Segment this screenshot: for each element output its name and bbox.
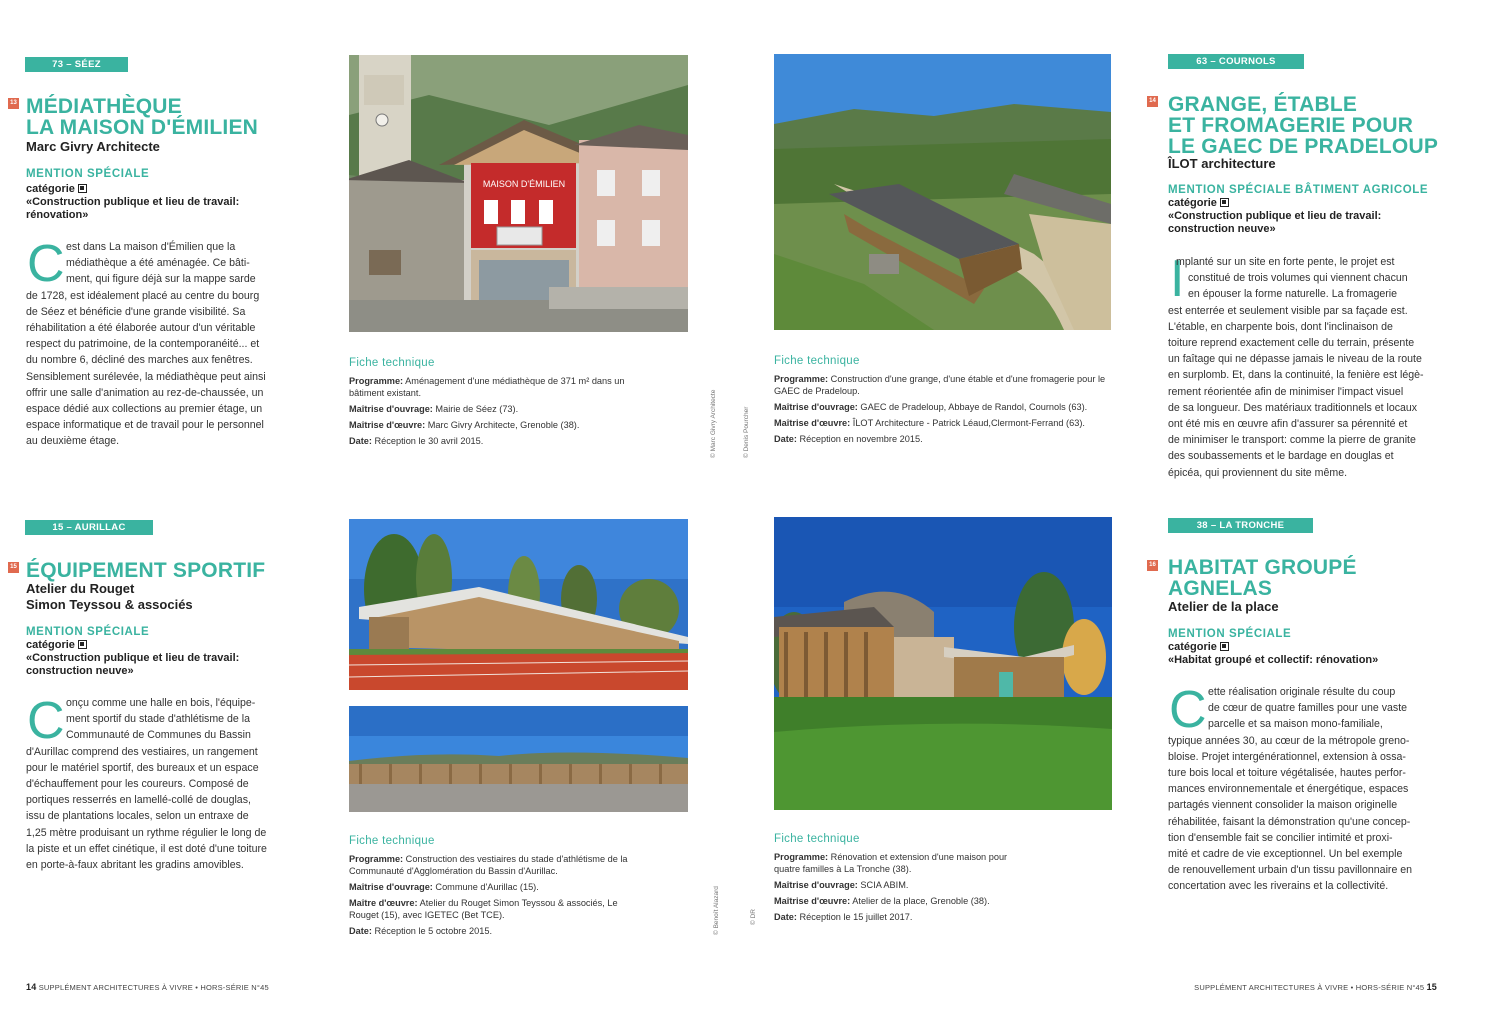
- photo-credit: © DR: [750, 909, 757, 925]
- project-number-badge: 16: [1147, 560, 1158, 571]
- architect-name: Atelier du Rouget Simon Teyssou & associés: [26, 581, 193, 612]
- category-icon: [1220, 198, 1229, 207]
- location-tag: 63 – COURNOLS: [1168, 54, 1304, 69]
- category-icon: [78, 184, 87, 193]
- photo-credit: © Marc Givry Architecte: [710, 389, 717, 458]
- drop-cap: I: [1170, 250, 1185, 308]
- body-text: est dans La maison d'Émilien que la médiathèque a été aménagée. Ce bâti- ment, qui figure déjà sur la mappe sarde de 1728, est idéalement placé au centre du bourg de Séez et bénéficie d'une grande visibilité. Sa réhabilitation a été élaborée autour d'un véritable respect du patrimoine, de la contemporanéité... et du nombre 6, décliné des marches aux fenêtres. Sensiblement surélevée, la médiathèque peut ainsi offrir une salle d'animation au rez-de-chaussée, un espace dédié aux collections au premier étage, un espace informatique et de travail pour le personnel au deuxième étage.: [26, 241, 266, 448]
- category-icon: [1220, 642, 1229, 651]
- category-icon: [78, 640, 87, 649]
- category-block: catégorie «Construction publique et lieu de travail: rénovation»: [26, 183, 240, 221]
- project-number-badge: 14: [1147, 96, 1158, 107]
- photo-credit: © Denis Pourcher: [743, 406, 750, 458]
- footer-right-text: SUPPLÉMENT ARCHITECTURES À VIVRE • HORS-SÉRIE N°45: [1194, 983, 1425, 992]
- fiche-title: Fiche technique: [774, 833, 860, 845]
- fiche-details: Programme: Construction d'une grange, d'une étable et d'une fromagerie pour le GAEC de Pradeloup. Maîtrise d'ouvrage: GAEC de Pradeloup, Abbaye de Randol, Cournols (63). Maîtrise d'œuvre: ÎLOT Architecture - Patrick Léaud,Clermont-Ferrand (63). Date: Réception en novembre 2015.: [774, 374, 1106, 444]
- fiche-title: Fiche technique: [349, 835, 435, 847]
- body-text: ette réalisation originale résulte du coup de cœur de quatre familles pour une vaste parcelle et sa maison mono-familiale, typique années 30, au cœur de la métropole greno- bloise. Projet intergénérationnel, extension à ossa- ture bois local et toiture végétalisée, hautes perfor- mances environnementale et énergétique, espaces partagés viennent consolider la maison originelle réhabilitée, faisant la démonstration qu'une concep- tion d'ensemble fait se concilier intimité et proxi- mité et cadre de vie exceptionnel. Un bel exemple de renouvellement urbain d'un tissu pavillonnaire en concertation avec les riverains et la collectivité.: [1168, 686, 1413, 893]
- photo-mediatheque: [349, 55, 688, 332]
- project-title: MÉDIATHÈQUE LA MAISON D'ÉMILIEN: [26, 95, 259, 139]
- photo-credit: © Benoît Alazard: [713, 886, 720, 935]
- mention-label: MENTION SPÉCIALE: [1168, 628, 1292, 640]
- fiche-title: Fiche technique: [774, 355, 860, 367]
- architect-name: Atelier de la place: [1168, 599, 1279, 614]
- facade-sign: MAISON D'ÉMILIEN: [482, 179, 566, 189]
- footer-right: [1194, 982, 1437, 992]
- fiche-title: Fiche technique: [349, 357, 435, 369]
- architect-name: Marc Givry Architecte: [26, 139, 160, 154]
- body-text: mplanté sur un site en forte pente, le projet est constitué de trois volumes qui viennent chacun en épouser la forme naturelle. La fromagerie est enterrée et seulement visible par sa façade est. L'étable, en charpente bois, dont l'inclinaison de toiture reprend exactement celle du terrain, présente un faîtage qui ne dépasse jamais le niveau de la route en surplomb. Et, dans la continuité, la fenière est légè- rement réorientée afin de minimiser l'impact visuel de sa longueur. Des matériaux traditionnels et locaux ont été mis en œuvre afin d'assurer sa pérennité et de minimiser le transport: comme la pierre de granite des soubassements et le bardage en douglas et épicéa, qui proviennent du site même.: [1168, 256, 1424, 479]
- location-tag: 38 – LA TRONCHE: [1168, 518, 1313, 533]
- project-title: ÉQUIPEMENT SPORTIF: [26, 559, 266, 582]
- fiche-details: Programme: Rénovation et extension d'une maison pour quatre familles à La Tronche (38). Maîtrise d'ouvrage: SCIA ABIM. Maîtrise d'œuvre: Atelier de la place, Grenoble (38). Date: Réception le 15 juillet 2017.: [774, 852, 1008, 922]
- project-number-badge: 13: [8, 98, 19, 109]
- drop-cap: C: [27, 692, 65, 750]
- page-number-left: 14: [26, 982, 37, 992]
- mention-label: MENTION SPÉCIALE: [26, 168, 150, 180]
- page-number-right: 15: [1426, 982, 1437, 992]
- footer-left-text: SUPPLÉMENT ARCHITECTURES À VIVRE • HORS-SÉRIE N°45: [38, 983, 269, 992]
- project-title: GRANGE, ÉTABLE ET FROMAGERIE POUR LE GAEC DE PRADELOUP: [1168, 93, 1439, 158]
- photo-grange: [774, 54, 1111, 330]
- mention-label: MENTION SPÉCIALE: [26, 626, 150, 638]
- drop-cap: C: [27, 235, 65, 293]
- footer-left: [26, 982, 269, 992]
- photo-equipement-sportif-1: [349, 519, 688, 690]
- category-block: catégorie «Construction publique et lieu de travail: construction neuve»: [26, 639, 240, 677]
- drop-cap: C: [1169, 681, 1207, 739]
- photo-habitat-groupe: [774, 517, 1112, 810]
- fiche-details: Programme: Aménagement d'une médiathèque de 371 m² dans un bâtiment existant. Maîtrise d'ouvrage: Mairie de Séez (73). Maîtrise d'œuvre: Marc Givry Architecte, Grenoble (38). Date: Réception le 30 avril 2015.: [349, 376, 625, 446]
- category-block: catégorie «Construction publique et lieu de travail: construction neuve»: [1168, 197, 1382, 235]
- location-tag: 73 – SÉEZ: [25, 57, 128, 72]
- project-title: HABITAT GROUPÉ AGNELAS: [1168, 556, 1357, 600]
- mention-label: MENTION SPÉCIALE BÂTIMENT AGRICOLE: [1168, 184, 1429, 196]
- body-text: onçu comme une halle en bois, l'équipe- ment sportif du stade d'athlétisme de la Communauté de Communes du Bassin d'Aurillac comprend des vestiaires, un rangement pour le matériel sportif, des bureaux et un espace d'échauffement pour les coureurs. Composé de portiques resserrés en lamellé-collé de douglas, issu de plantations locales, selon un entraxe de 1,25 mètre produisant un rythme régulier le long de la piste et un effet cinétique, il est doté d'une toiture en porte-à-faux abritant les gradins amovibles.: [26, 697, 267, 872]
- category-block: catégorie «Habitat groupé et collectif: rénovation»: [1168, 641, 1379, 666]
- architect-name: ÎLOT architecture: [1168, 156, 1276, 171]
- project-number-badge: 15: [8, 562, 19, 573]
- photo-equipement-sportif-2: [349, 706, 688, 812]
- location-tag: 15 – AURILLAC: [25, 520, 153, 535]
- fiche-details: Programme: Construction des vestiaires du stade d'athlétisme de la Communauté d'Agglomération du Bassin d'Aurillac. Maîtrise d'ouvrage: Commune d'Aurillac (15). Maître d'œuvre: Atelier du Rouget Simon Teyssou & associés, Le Rouget (15), avec IGETEC (Bet TCE). Date: Réception le 5 octobre 2015.: [349, 854, 628, 936]
